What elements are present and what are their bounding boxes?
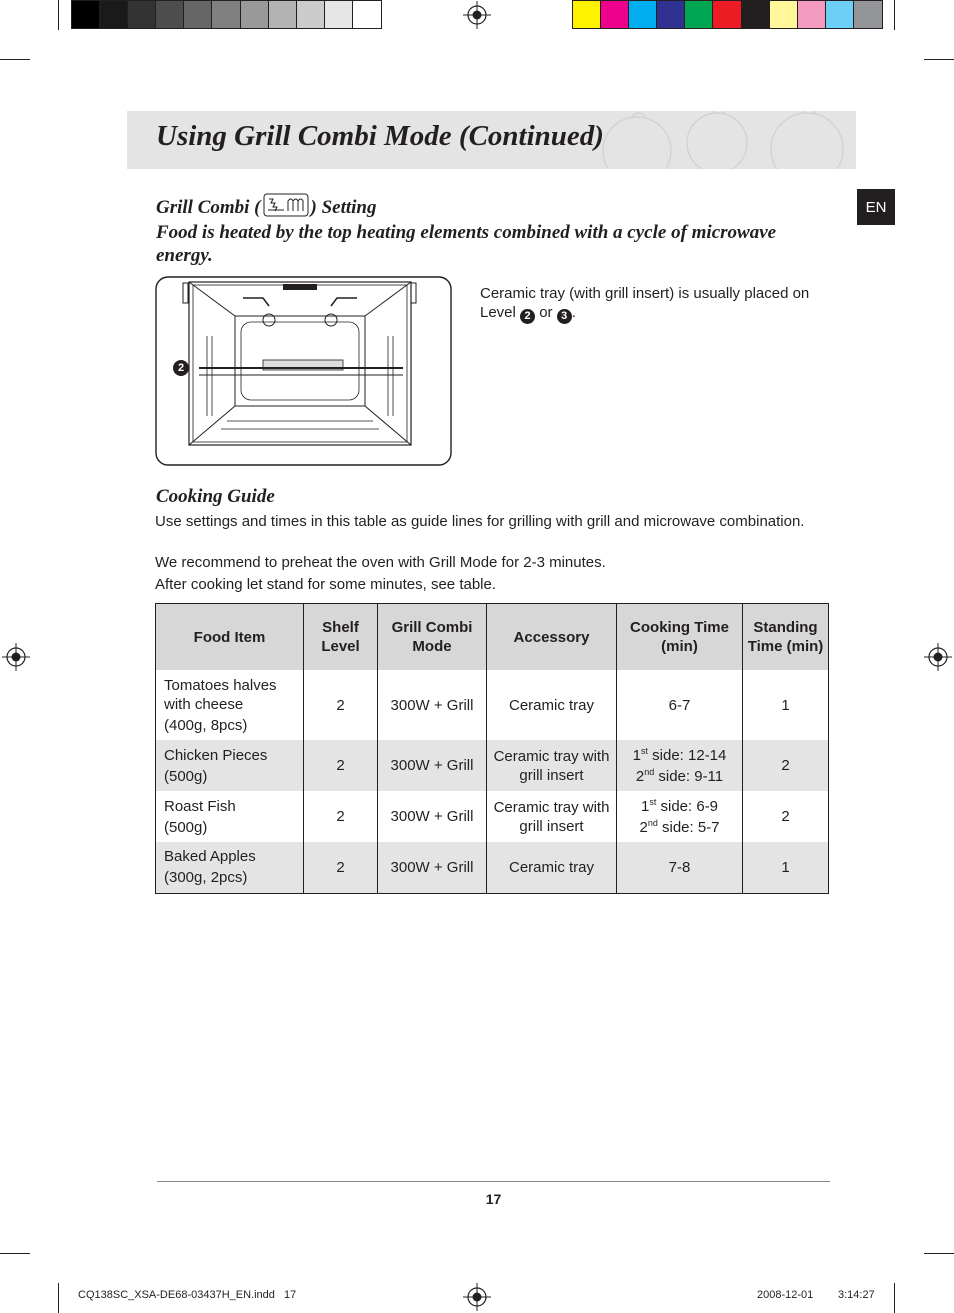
side-time: side: 6-9 <box>656 797 719 815</box>
color-swatch <box>325 1 353 28</box>
color-swatch <box>297 1 325 28</box>
table-row <box>156 740 829 791</box>
color-swatch <box>770 1 798 28</box>
table-row <box>156 791 829 842</box>
side-number: 1 <box>632 746 641 764</box>
color-swatch <box>100 1 128 28</box>
standing-time-cell: 1 <box>743 670 829 740</box>
guide-paragraph-2: We recommend to preheat the oven with Grill Mode for 2-3 minutes. <box>155 554 606 571</box>
accessory-cell: Ceramic tray with grill insert <box>487 740 617 791</box>
mode-cell: 300W + Grill <box>378 842 487 893</box>
accessory-cell: Ceramic tray <box>487 670 617 740</box>
header-cooking-time: Cooking Time (min) <box>617 604 743 671</box>
header-food-item: Food Item <box>156 604 304 671</box>
color-swatch <box>128 1 156 28</box>
color-swatch <box>854 1 882 28</box>
print-time: 3:14:27 <box>838 1289 875 1301</box>
page-number: 17 <box>485 1191 502 1207</box>
tray-note-or: or <box>539 304 553 321</box>
color-swatch <box>353 1 381 28</box>
color-swatch <box>184 1 212 28</box>
table-row <box>156 842 829 893</box>
color-swatch <box>657 1 685 28</box>
standing-time-cell: 2 <box>743 740 829 791</box>
color-swatch <box>629 1 657 28</box>
accessory-cell: Ceramic tray with grill insert <box>487 791 617 842</box>
food-name: Roast Fish <box>164 797 236 815</box>
color-swatch <box>573 1 601 28</box>
mode-cell: 300W + Grill <box>378 740 487 791</box>
food-name: Tomatoes halves with cheese <box>164 676 277 713</box>
food-name: Chicken Pieces <box>164 746 268 764</box>
color-swatch <box>212 1 240 28</box>
accessory-cell: Ceramic tray <box>487 842 617 893</box>
crop-mark <box>0 1253 30 1254</box>
cooking-guide-heading: Cooking Guide <box>156 486 275 507</box>
mode-cell: 300W + Grill <box>378 791 487 842</box>
crop-mark <box>894 1283 895 1313</box>
header-standing-time: Standing Time (min) <box>743 604 829 671</box>
side-number: 2 <box>635 767 645 785</box>
side-number: 1 <box>640 797 650 815</box>
setting-heading-prefix: Grill Combi ( <box>156 197 261 218</box>
crop-mark <box>894 0 895 30</box>
header-grill-combi-mode: Grill Combi Mode <box>378 604 487 671</box>
color-swatch <box>826 1 854 28</box>
side-time: side: 12-14 <box>647 746 727 764</box>
language-tab: EN <box>857 189 895 225</box>
side-time: side: 5-7 <box>657 818 720 836</box>
setting-subheading: Food is heated by the top heating elements combined with a cycle of microwave energy. <box>156 222 777 266</box>
standing-time-cell: 1 <box>743 842 829 893</box>
level-3-badge: 3 <box>557 309 572 324</box>
registration-mark-icon <box>924 643 952 671</box>
table-row <box>156 670 829 740</box>
grayscale-color-bar <box>71 0 382 29</box>
guide-paragraph-1: Use settings and times in this table as guide lines for grilling with grill and microwave combination. <box>155 513 805 530</box>
food-name: Baked Apples <box>164 848 256 866</box>
cooking-guide-table <box>155 603 829 894</box>
file-name: CQ138SC_XSA-DE68-03437H_EN.indd 17 <box>78 1289 297 1301</box>
oven-interior-illustration <box>155 276 452 466</box>
header-accessory: Accessory <box>487 604 617 671</box>
color-swatch <box>72 1 100 28</box>
color-swatch <box>601 1 629 28</box>
level-2-marker: 2 <box>173 360 189 376</box>
tray-note <box>480 284 820 324</box>
shelf-level-cell: 2 <box>304 842 378 893</box>
crop-mark <box>58 1283 59 1313</box>
food-item-cell <box>156 842 304 893</box>
cooking-time-cell <box>617 791 743 842</box>
color-swatch <box>156 1 184 28</box>
grill-combi-mode-icon <box>263 193 309 223</box>
tray-note-text: Ceramic tray (with grill insert) is usually placed on Level <box>480 285 810 321</box>
level-2-badge: 2 <box>520 309 535 324</box>
shelf-level-cell: 2 <box>304 791 378 842</box>
color-swatch <box>798 1 826 28</box>
food-item-cell <box>156 791 304 842</box>
registration-mark-icon <box>2 643 30 671</box>
cooking-time-cell: 6-7 <box>617 670 743 740</box>
page-title: Using Grill Combi Mode (Continued) <box>156 120 604 152</box>
crop-mark <box>58 0 59 30</box>
process-color-bar <box>572 0 883 29</box>
color-swatch <box>269 1 297 28</box>
tray-note-end: . <box>571 304 576 321</box>
crop-mark <box>924 1253 954 1254</box>
header-shelf-level: Shelf Level <box>304 604 378 671</box>
food-quantity: (500g) <box>164 767 208 785</box>
color-swatch <box>742 1 770 28</box>
shelf-level-cell: 2 <box>304 670 378 740</box>
color-swatch <box>713 1 741 28</box>
setting-heading <box>156 193 377 223</box>
ordinal-suffix: nd <box>647 817 658 828</box>
setting-heading-suffix: ) Setting <box>310 197 377 218</box>
footer-rule <box>157 1181 830 1182</box>
ordinal-suffix: st <box>640 745 648 756</box>
food-quantity: (500g) <box>164 818 208 836</box>
food-quantity: (400g, 8pcs) <box>164 716 248 734</box>
food-item-cell <box>156 670 304 740</box>
print-date: 2008-12-01 <box>757 1289 814 1301</box>
ordinal-suffix: st <box>649 796 657 807</box>
guide-paragraph-3: After cooking let stand for some minutes, see table. <box>155 576 497 593</box>
registration-mark-icon <box>463 1283 491 1311</box>
mode-cell: 300W + Grill <box>378 670 487 740</box>
food-item-cell <box>156 740 304 791</box>
food-quantity: (300g, 2pcs) <box>164 869 248 887</box>
color-swatch <box>241 1 269 28</box>
side-time: side: 9-11 <box>654 767 724 785</box>
registration-mark-icon <box>463 1 491 29</box>
color-swatch <box>685 1 713 28</box>
ordinal-suffix: nd <box>644 766 655 777</box>
crop-mark <box>0 59 30 60</box>
table-header-row <box>156 604 829 671</box>
side-number: 2 <box>639 818 648 836</box>
cooking-time-cell <box>617 740 743 791</box>
crop-mark <box>924 59 954 60</box>
cooking-time-cell: 7-8 <box>617 842 743 893</box>
shelf-level-cell: 2 <box>304 740 378 791</box>
standing-time-cell: 2 <box>743 791 829 842</box>
